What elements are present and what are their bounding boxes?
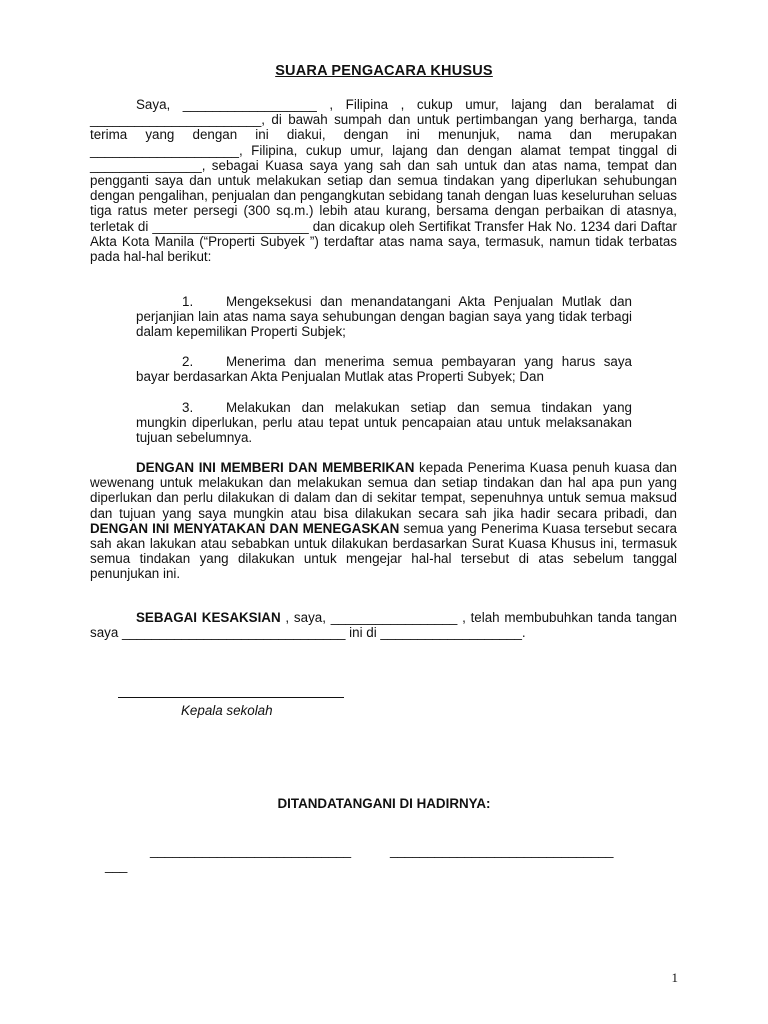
granting-text: kepada Penerima Kuasa penuh kuasa dan wewenang untuk melakukan dan melakukan semua dan setiap tindakan dan hal apa pun yang diperlukan dan perlu dilakukan di dalam dan di sekitar tempat, sepenuhnya untuk semua maksud dan tujuan yang saya mungkin atau bisa dilakukan secara sah jika hadir secara pribadi, dan [90, 460, 678, 521]
witness-paragraph [90, 610, 677, 640]
document-title: SUARA PENGACARA KHUSUS [275, 63, 493, 79]
declaring-text: semua yang Penerima Kuasa tersebut secara sah akan lakukan atau sebabkan untuk dilakukan berdasarkan Surat Kuasa Khusus ini, termasuk semua tindakan yang dilakukan untuk mengejar hal-hal tersebut di atas sebelum tanggal penunjukan ini. [90, 520, 678, 582]
witness-text-1: , saya, [280, 610, 331, 625]
list-item [136, 354, 632, 384]
witness-signature-line: ______________________________ [390, 843, 614, 858]
list-item-number: 3. [182, 400, 194, 415]
granting-paragraph [90, 460, 677, 582]
list-item [136, 294, 632, 340]
list-item-text: Mengeksekusi dan menandatangani Akta Penjualan Mutlak dan perjanjian lain atas nama saya sehubungan dengan bagian saya yang tidak terbagi dalam kepemilikan Properti Subjek; [136, 294, 632, 340]
opening-paragraph: Saya, __________________ , Filipina , cukup umur, lajang dan beralamat di _______________________, di bawah sumpah dan untuk pertimbangan yang berharga, tanda terima yang dengan ini diakui, dengan ini menunjuk, nama dan merupakan ____________________, Filipina, cukup umur, lajang dan dengan alamat tempat tinggal di _______________, sebagai Kuasa saya yang sah dan sah untuk dan atas nama, tempat dan pengganti saya dan untuk melakukan setiap dan semua tindakan yang diperlukan sehubungan dengan pengalihan, penjualan dan pengangkutan sebidang tanah dengan luas keseluruhan seluas tiga ratus meter persegi (300 sq.m.) lebih atau kurang, bersama dengan perbaikan di atasnya, terletak di _____________________ dan dicakup oleh Sertifikat Transfer Hak No. 1234 dari Daftar Akta Kota Manila (“Properti Subyek ”) terdaftar atas nama saya, termasuk, namun tidak terbatas pada hal-hal berikut: [90, 97, 677, 265]
page-number: 1 [671, 970, 678, 985]
witness-section-heading: DITANDATANGANI DI HADIRNYA: [277, 796, 491, 811]
list-item [136, 400, 632, 446]
list-item-text: Melakukan dan melakukan setiap dan semua tindakan yang mungkin diperlukan, perlu atau tepat untuk pencapaian atau untuk melaksanakan tujuan sebelumnya. [136, 400, 632, 446]
signature-line [118, 697, 344, 698]
list-item-number: 2. [182, 354, 194, 369]
witness-signature-line: ___________________________ [150, 843, 352, 858]
witness-heading-inline: SEBAGAI KESAKSIAN [136, 610, 281, 625]
signature-caption: Kepala sekolah [181, 703, 273, 718]
name-blank: _________________ [330, 610, 458, 625]
granting-heading: DENGAN INI MEMBERI DAN MEMBERIKAN [136, 460, 415, 475]
witness-text-2: , telah membubuhkan tanda tangan saya ______________________________ ini di ___________________. [90, 610, 677, 641]
list-item-text: Menerima dan menerima semua pembayaran yang harus saya bayar berdasarkan Akta Penjualan Mutlak atas Properti Subyek; Dan [136, 354, 632, 385]
witness-signature-line: ___ [105, 858, 128, 873]
list-item-number: 1. [182, 294, 194, 309]
declaring-heading: DENGAN INI MENYATAKAN DAN MENEGASKAN [90, 520, 400, 536]
